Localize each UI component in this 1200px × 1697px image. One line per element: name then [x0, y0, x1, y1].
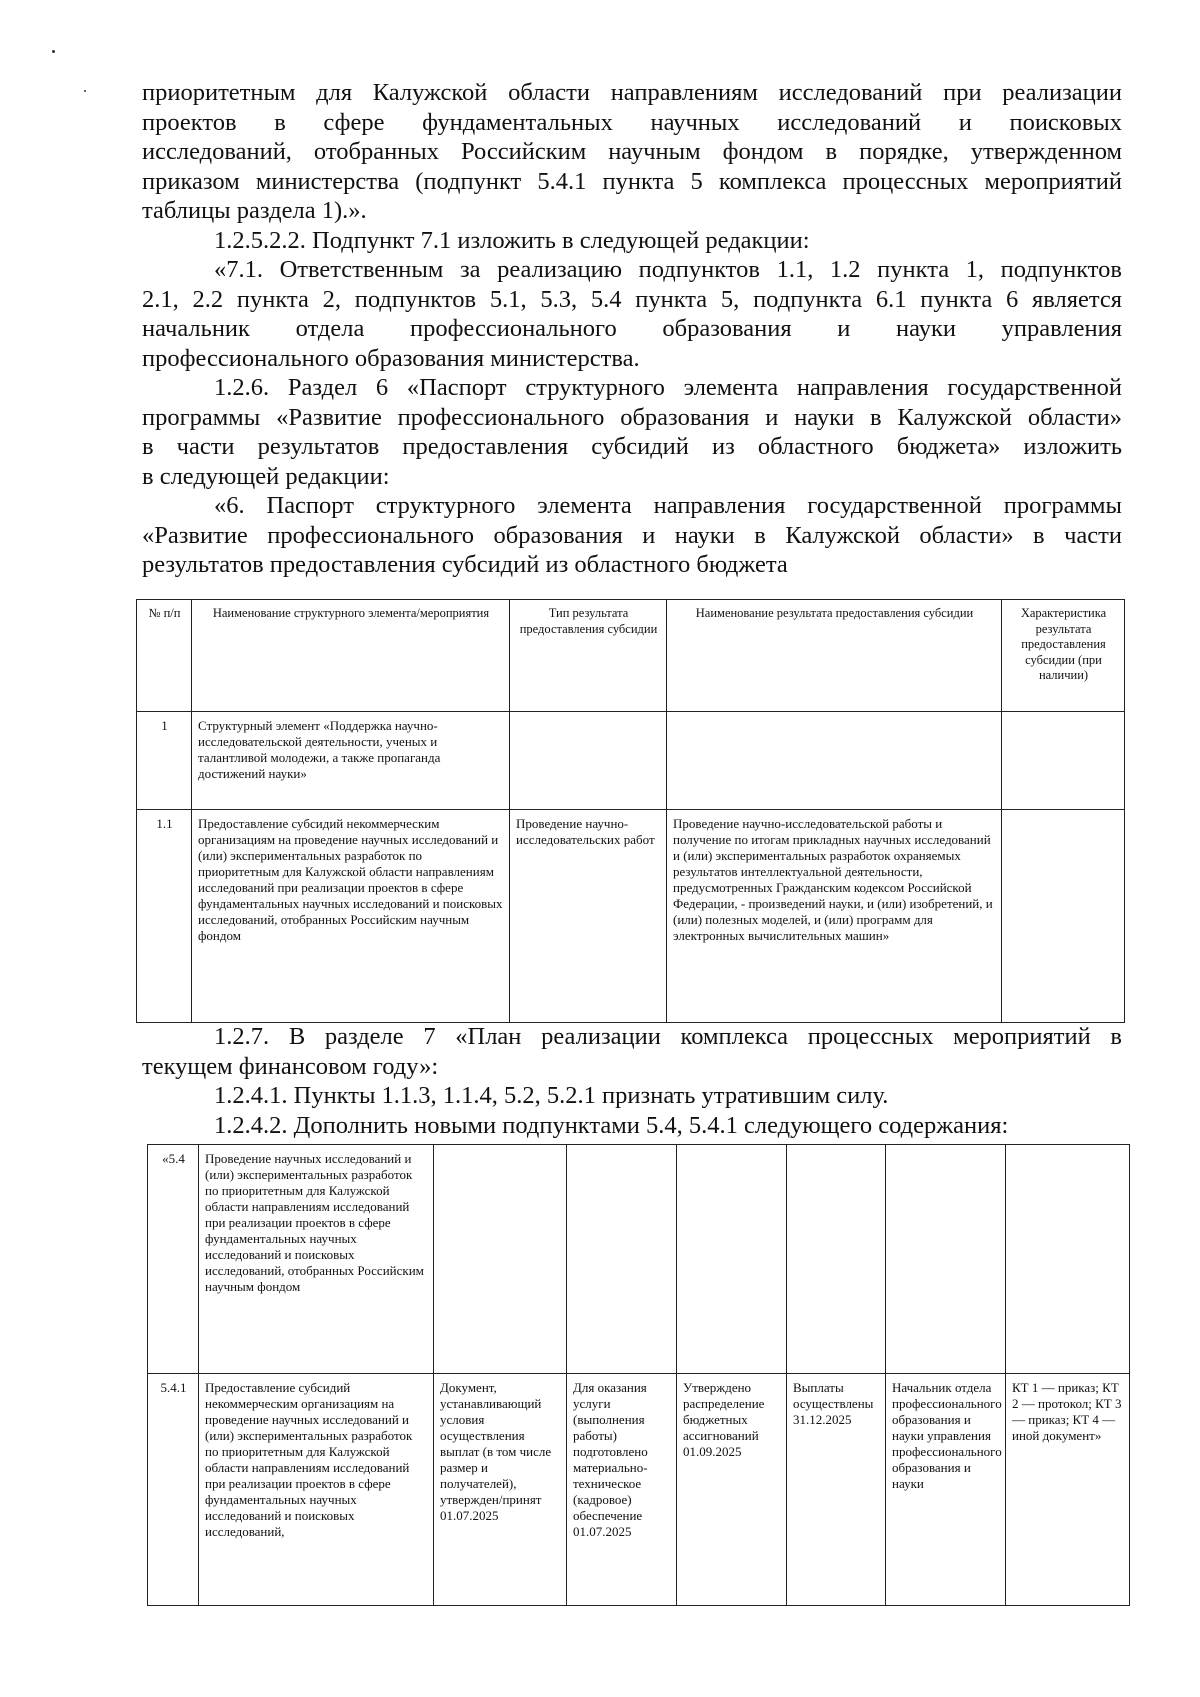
text-line: 1.2.4.1. Пункты 1.1.3, 1.1.4, 5.2, 5.2.1 признать утратившим силу. [214, 1082, 889, 1109]
text-line: «7.1. Ответственным за реализацию подпунктов 1.1, 1.2 пункта 1, подпунктов [214, 256, 1122, 283]
row-number: «5.4 [148, 1145, 199, 1374]
text-line: «Развитие профессионального образования и науки в Калужской области» в части [142, 521, 1122, 549]
plan-cell [567, 1145, 677, 1374]
text-line: приоритетным для Калужской области направлениям исследований при реализации [142, 79, 1122, 106]
plan-table [147, 1144, 1130, 1606]
element-name-cell: Структурный элемент «Поддержка научно-исследовательской деятельности, ученых и талантливой молодежи, а также пропаганда достижений науки» [192, 712, 510, 810]
measure-name-cell: Предоставление субсидий некоммерческим организациям на проведение научных исследований и (или) экспериментальных разработок по приоритетным для Калужской области направлениям исследований при реализации проектов в сфере фундаментальных научных исследований и поисковых исследований, [199, 1374, 434, 1606]
text-line: таблицы раздела 1).». [142, 197, 367, 224]
control-point-3-cell: Утверждено распределение бюджетных ассигнований 01.09.2025 [677, 1374, 787, 1606]
control-point-4-cell: Выплаты осуществлены 31.12.2025 [787, 1374, 886, 1606]
result-type-cell [510, 712, 667, 810]
text-line: результатов предоставления субсидий из областного бюджета [142, 551, 788, 578]
scan-speck [52, 50, 55, 53]
text-line: приказом министерства (подпункт 5.4.1 пункта 5 комплекса процессных мероприятий [142, 167, 1122, 195]
result-type-cell: Проведение научно-исследовательских работ [510, 810, 667, 1023]
paragraph-1-2-5-2-2 [142, 226, 1122, 256]
paragraph-1-2-7 [142, 1022, 1122, 1081]
control-point-1-cell: Документ, устанавливающий условия осуществления выплат (в том числе размер и получателей), утвержден/принят 01.07.2025 [434, 1374, 567, 1606]
row-number: 1 [137, 712, 192, 810]
paragraph-1-2-6 [142, 373, 1122, 491]
table-row [137, 712, 1125, 810]
document-type-cell: КТ 1 — приказ; КТ 2 — протокол; КТ 3 — приказ; КТ 4 — иной документ» [1006, 1374, 1130, 1606]
header-cell: Характеристика результата предоставления субсидии (при наличии) [1002, 600, 1125, 712]
paragraph-7-1 [142, 255, 1122, 373]
text-line: 2.1, 2.2 пункта 2, подпунктов 5.1, 5.3, 5.4 пункта 5, подпункта 6.1 пункта 6 является [142, 285, 1122, 313]
table-row [137, 810, 1125, 1023]
plan-cell [787, 1145, 886, 1374]
text-line: проектов в сфере фундаментальных научных исследований и поисковых [142, 108, 1122, 136]
text-line: начальник отдела профессионального образования и науки управления [142, 315, 1122, 342]
table-row [148, 1145, 1130, 1374]
header-cell: № п/п [137, 600, 192, 712]
text-line: текущем финансовом году»: [142, 1052, 439, 1080]
table-row [148, 1374, 1130, 1606]
text-line: исследований, отобранных Российским научным фондом в порядке, утвержденном [142, 138, 1122, 165]
text-line: 1.2.6. Раздел 6 «Паспорт структурного элемента направления государственной [214, 374, 1122, 401]
control-point-2-cell: Для оказания услуги (выполнения работы) подготовлено материально-техническое (кадровое) обеспечение 01.07.2025 [567, 1374, 677, 1606]
text-line: в следующей редакции: [142, 462, 390, 490]
row-number: 1.1 [137, 810, 192, 1023]
paragraph-continuation [142, 78, 1122, 226]
row-number: 5.4.1 [148, 1374, 199, 1606]
result-characteristic-cell [1002, 810, 1125, 1023]
text-line: 1.2.5.2.2. Подпункт 7.1 изложить в следующей редакции: [214, 227, 810, 254]
header-cell: Тип результата предоставления субсидии [510, 600, 667, 712]
text-line: 1.2.7. В разделе 7 «План реализации комплекса процессных мероприятий в [214, 1023, 1122, 1050]
header-cell: Наименование структурного элемента/мероприятия [192, 600, 510, 712]
plan-cell [677, 1145, 787, 1374]
table-header-row [137, 600, 1125, 712]
text-line: «6. Паспорт структурного элемента направления государственной программы [214, 492, 1122, 519]
plan-cell [1006, 1145, 1130, 1374]
responsible-cell: Начальник отдела профессионального образования и науки управления профессионального образования и науки [886, 1374, 1006, 1606]
paragraph-1-2-4-1 [142, 1081, 1122, 1140]
text-line: 1.2.4.2. Дополнить новыми подпунктами 5.4, 5.4.1 следующего содержания: [214, 1111, 1009, 1139]
passport-table [136, 599, 1125, 1023]
scan-speck [84, 90, 86, 92]
element-name-cell: Предоставление субсидий некоммерческим организациям на проведение научных исследований и (или) экспериментальных разработок по приоритетным для Калужской области направлениям исследований при реализации проектов в сфере фундаментальных научных исследований и поисковых исследований, отобранных Российским научным фондом [192, 810, 510, 1023]
text-line: профессионального образования министерства. [142, 344, 640, 372]
result-name-cell [667, 712, 1002, 810]
plan-cell [886, 1145, 1006, 1374]
paragraph-section-6-title [142, 491, 1122, 580]
plan-cell [434, 1145, 567, 1374]
text-line: в части результатов предоставления субсидий из областного бюджета» изложить [142, 433, 1122, 460]
result-characteristic-cell [1002, 712, 1125, 810]
measure-name-cell: Проведение научных исследований и (или) экспериментальных разработок по приоритетным для Калужской области направлениям исследований при реализации проектов в сфере фундаментальных научных исследований и поисковых исследований, отобранных Российским научным фондом [199, 1145, 434, 1374]
result-name-cell: Проведение научно-исследовательской работы и получение по итогам прикладных научных исследований и (или) экспериментальных разработок охраняемых результатов интеллектуальной деятельности, предусмотренных Гражданским кодексом Российской Федерации, - произведений науки, и (или) изобретений, и (или) полезных моделей, и (или) программ для электронных вычислительных машин» [667, 810, 1002, 1023]
text-line: программы «Развитие профессионального образования и науки в Калужской области» [142, 403, 1122, 431]
header-cell: Наименование результата предоставления субсидии [667, 600, 1002, 712]
